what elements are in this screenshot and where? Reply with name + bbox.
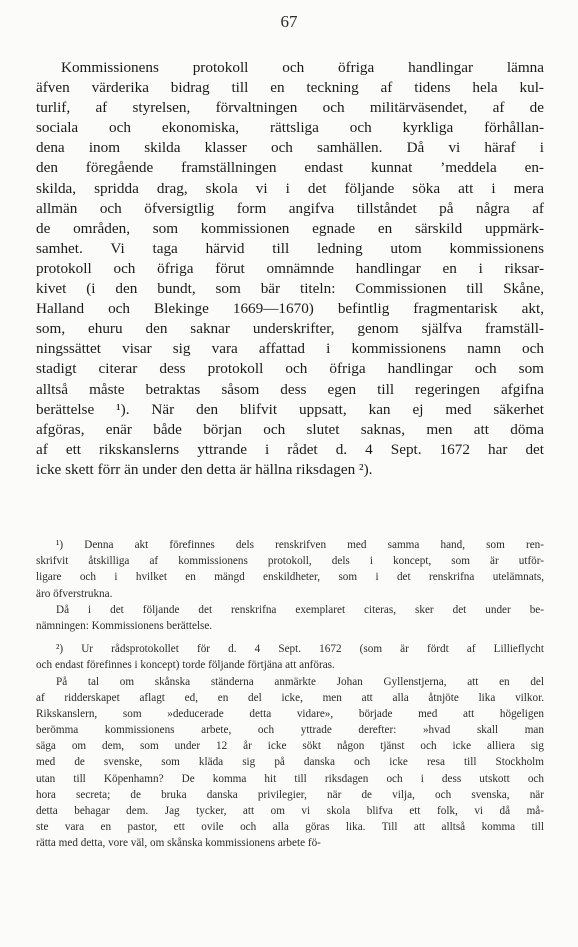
body-line: allmän och öfversigtlig form angifva tillståndet på några af <box>36 199 544 217</box>
body-line: stadigt citerar dess protokoll och öfriga handlingar och som <box>36 360 544 378</box>
body-line: dena inom skilda klasser och samhällen. Då vi häraf i <box>36 139 544 157</box>
footnote-line: På tal om skånska ständerna anmärkte Johan Gyllenstjerna, att en del <box>56 675 544 688</box>
footnote-line: skrifvit åtskilliga af kommissionens protokoll, dels i koncept, som är utför- <box>36 555 544 568</box>
body-line: turlif, af styrelsen, förvaltningen och militärväsendet, af de <box>36 99 544 117</box>
body-line: som, ehuru den saknar underskrifter, genom själfva framställ- <box>36 320 544 338</box>
body-line: alltså måste betraktas såsom dess egen till regeringen afgifna <box>36 380 544 398</box>
body-line: den föregående framställningen endast kunnat ’meddela en- <box>36 159 544 177</box>
body-line: afgöras, enär både början och slutet saknas, men att döma <box>36 420 544 438</box>
body-line: skilda, spridda drag, skola vi i det följande söka att i mera <box>36 179 544 197</box>
footnote-line: äro öfverstrukna. <box>36 587 113 600</box>
footnotes <box>36 537 544 852</box>
body-line: ningssättet visar sig vara affattad i kommissionens namn och <box>36 340 544 358</box>
footnote-line: Då i det följande det renskrifna exemplaret citeras, sker det under be- <box>56 603 544 616</box>
footnote-line: säga om dem, som under 12 år icke sökt någon tjänst och icke alliera sig <box>36 740 544 753</box>
footnote-line: hora secreta; de bruka danska privilegier, när de vilja, och svenska, när <box>36 788 544 801</box>
footnote-line: nämningen: Kommissionens berättelse. <box>36 619 213 632</box>
body-line: Halland och Blekinge 1669—1670) befintlig fragmentarisk akt, <box>36 300 544 318</box>
footnote-1 <box>36 537 544 634</box>
body-line: protokoll och öfriga förut omnämnde handlingar en i riksar- <box>36 259 544 277</box>
footnote-line: ste vara en pastor, ett ovile och alla göras lika. Till att alltså komma till <box>36 821 544 834</box>
body-line: samhet. Vi taga härvid till ledning utom kommissionens <box>36 239 544 257</box>
footnote-line: rätta med detta, vore väl, om skånska kommissionens arbete fö- <box>36 837 321 850</box>
footnote-separator <box>36 634 544 641</box>
body-line: äfven värderika bidrag till en teckning af tidens hela kul- <box>36 79 544 97</box>
body-paragraph <box>36 58 544 480</box>
body-line: kivet (i den bundt, som bär titeln: Commissionen till Skåne, <box>36 280 544 298</box>
body-line: berättelse ¹). När den blifvit uppsatt, kan ej med säkerhet <box>36 400 544 418</box>
body-line: af ett rikskanslerns yttrande i rådet d. 4 Sept. 1672 har det <box>36 440 544 458</box>
body-line: icke skett förr än under den detta är hällna riksdagen ²). <box>36 460 373 478</box>
footnote-line: Rikskanslern, som »deducerade detta vidare», började med att högeligen <box>36 707 544 720</box>
body-line: Kommissionens protokoll och öfriga handlingar lämna <box>61 59 544 76</box>
footnote-line: ²) Ur rådsprotokollet för d. 4 Sept. 1672 (som är fördt af Lillieflycht <box>56 643 544 656</box>
footnote-2 <box>36 641 544 851</box>
footnote-line: och endast förefinnes i koncept) torde följande förtjäna att anföras. <box>36 659 335 672</box>
footnote-line: berömma kommissionens arbete, och yttrade derefter: »hvad skall man <box>36 724 544 737</box>
footnote-line: utan till Köpenhamn? De komma hit till riksdagen och i dess utskott och <box>36 772 544 785</box>
body-line: de områden, som kommissionen egnade en särskild uppmärk- <box>36 219 544 237</box>
body-line: sociala och ekonomiska, rättsliga och kyrkliga förhållan- <box>36 119 544 137</box>
footnote-line: ligare och i hvilket en mängd enskildheter, som i det renskrifna utelämnats, <box>36 571 544 584</box>
footnote-line: af ridderskapet aflagt ed, en del icke, men att alla åtnjöte lika vilkor. <box>36 691 544 704</box>
footnote-line: ¹) Denna akt förefinnes dels renskrifven med samma hand, som ren- <box>56 539 544 551</box>
footnote-line: detta behagar dem. Jag tycker, att om vi skola blifva ett folk, vi då må- <box>36 805 544 817</box>
page-number: 67 <box>280 12 298 31</box>
footnote-line: med de svenske, som kläda sig på danska och icke resa till Stockholm <box>36 756 544 769</box>
